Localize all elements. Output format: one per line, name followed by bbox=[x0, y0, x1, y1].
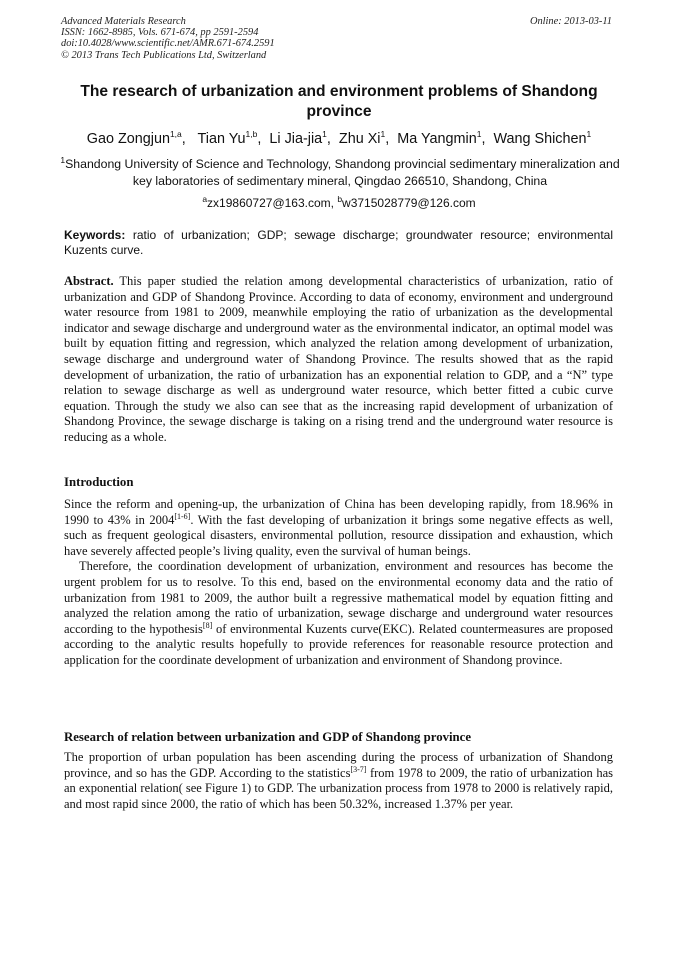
section-p1-text-cont: from 1978 to 2009, the ratio of urbanization has an exponential relation( see Figure 1) to GDP. The urbanization process from 1978 to 2000 is relatively rapid, and most rapid since 2000, the ratio of which has been 50.32%, increased 1.37% per year. bbox=[64, 765, 613, 811]
author-name: Li Jia-jia bbox=[269, 131, 323, 147]
affiliation-mark: 1 bbox=[60, 154, 66, 165]
email-mark-b: b bbox=[337, 194, 343, 204]
intro-p2-text: Therefore, the coordination development of urbanization, environment and resources has become the urgent problem for us to resolve. To this end, based on the environmental economy data and the ratio of urbanization from 1981 to 2009, the author built a regressive mathematical model by equation fitting and analyzed the relation among the ratio of urbanization, sewage discharge and underground water resources according to the hypothesis bbox=[64, 559, 613, 636]
email-b: w3715028779@126.com bbox=[342, 196, 476, 210]
author-separator: , bbox=[385, 131, 394, 147]
journal-header bbox=[61, 16, 612, 61]
intro-p1-text-cont: . With the fast developing of urbanization it brings some negative effects as well, such as frequent geological disasters, environmental pollution, resource dissipation and exhaustion, which have severely affected people’s living quality, even the survival of human beings. bbox=[64, 512, 613, 558]
author-affiliation-mark: 1 bbox=[380, 129, 386, 140]
intro-p2-text-cont: of environmental Kuzents curve(EKC). Related countermeasures are proposed according to the analytic results hopefully to provide references for reasonable resource protection and application for the coordinate development of urbanization and environment of Shandong province. bbox=[64, 621, 613, 667]
introduction-heading: Introduction bbox=[64, 475, 134, 489]
section-heading: Research of relation between urbanization and GDP of Shandong province bbox=[64, 730, 472, 744]
intro-p1-text: Since the reform and opening-up, the urbanization of China has been developing rapidly, from 18.96% in 1990 to 43% in 2004 bbox=[64, 497, 613, 527]
intro-paragraph-2 bbox=[64, 559, 613, 668]
section-p1-text: The proportion of urban population has been ascending during the process of urbanization of Shandong province, and so has the GDP. According to the statistics bbox=[64, 750, 613, 780]
author-name: Ma Yangmin bbox=[397, 131, 477, 147]
author-name: Gao Zongjun bbox=[86, 131, 170, 147]
author-affiliation-mark: 1 bbox=[322, 129, 327, 140]
abstract bbox=[64, 274, 613, 446]
keywords-label: Keywords: bbox=[64, 228, 126, 242]
online-date: Online: 2013-03-11 bbox=[529, 16, 612, 27]
author-affiliation-mark: 1,b bbox=[245, 129, 258, 140]
author-name: Zhu Xi bbox=[338, 131, 381, 147]
affiliation-text: Shandong University of Science and Technology, Shandong provincial sedimentary mineralization and key laboratories of sedimentary mineral, Qingdao 266510, Shandong, China bbox=[65, 157, 620, 188]
issn-line: ISSN: 1662-8985, Vols. 671-674, pp 2591-2594 bbox=[61, 27, 259, 39]
author-affiliation-mark: 1 bbox=[476, 129, 482, 140]
journal-name: Advanced Materials Research bbox=[61, 16, 186, 27]
author-separator: , bbox=[326, 131, 335, 147]
affiliation bbox=[60, 156, 620, 190]
keywords bbox=[64, 228, 613, 259]
section-body bbox=[64, 750, 613, 812]
author-list bbox=[50, 129, 628, 149]
author-name: Wang Shichen bbox=[493, 131, 587, 147]
author-name: Tian Yu bbox=[197, 131, 246, 147]
author-separator: , bbox=[481, 131, 490, 147]
keywords-text: ratio of urbanization; GDP; sewage discharge; groundwater resource; environmental Kuzents curve. bbox=[64, 228, 613, 258]
author-emails bbox=[60, 195, 618, 211]
citation-ref: [8] bbox=[202, 620, 213, 630]
author-affiliation-mark: 1 bbox=[586, 129, 592, 140]
paper-title: The research of urbanization and environment problems of Shandong province bbox=[80, 83, 598, 120]
author-separator: , bbox=[181, 131, 194, 147]
abstract-label: Abstract. bbox=[64, 274, 114, 288]
citation-ref: [1-6] bbox=[174, 511, 191, 521]
citation-ref: [3-7] bbox=[350, 764, 367, 774]
introduction-body bbox=[64, 497, 613, 669]
section-paragraph-1 bbox=[64, 750, 613, 812]
author-separator: , bbox=[257, 131, 266, 147]
email-mark-a: a bbox=[202, 194, 208, 204]
abstract-text: This paper studied the relation among developmental characteristics of urbanization, ratio of urbanization and GDP of Shandong Province. According to data of economy, environment and underground water resource from 1981 to 2009, meanwhile employing the ratio of urbanization as the developmental indicator and sewage discharge and underground water as the environmental indicator, an optimal model was built by equation fitting and regression, which analyzed the relation among development of urbanization, sewage discharge and underground water of Shandong Province. The results showed that as the rapid development of urbanization, the ratio of urbanization has an exponential relation to GDP, and a “N” type relation to sewage discharge as well as underground water resource, which better fitted a cubic curve equation. Through the study we also can see that as the increasing rapid development of urbanization of Shandong Province, the sewage discharge is taking on a rising trend and the underground water resource is reducing as a whole. bbox=[64, 274, 613, 444]
doi-line: doi:10.4028/www.scientific.net/AMR.671-674.2591 bbox=[61, 38, 275, 50]
email-a: zx19860727@163.com, bbox=[207, 196, 338, 210]
intro-paragraph-1 bbox=[64, 497, 613, 559]
author-affiliation-mark: 1,a bbox=[169, 129, 182, 140]
copyright-line: © 2013 Trans Tech Publications Ltd, Switzerland bbox=[61, 49, 267, 61]
